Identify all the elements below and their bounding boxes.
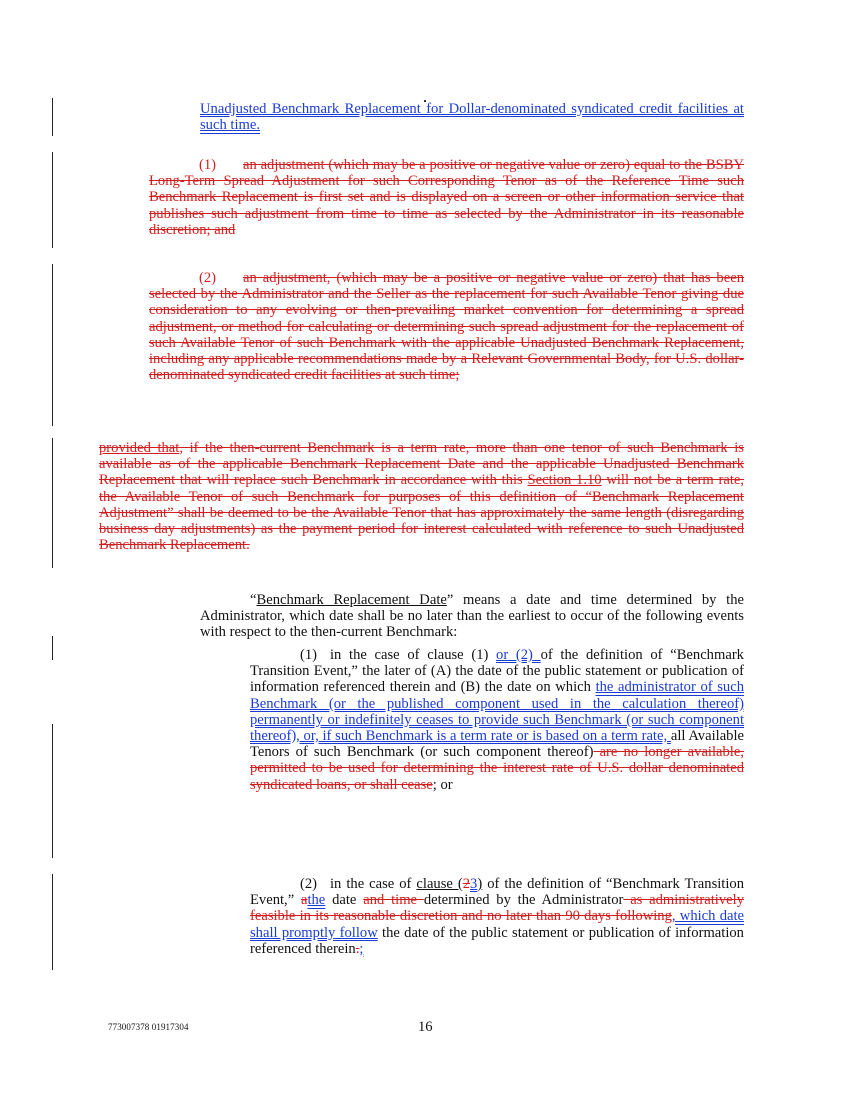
- change-bar: [52, 438, 53, 568]
- change-bar: [52, 874, 53, 970]
- paragraph-deleted-proviso: [99, 440, 744, 553]
- clause-number: (2): [300, 876, 318, 892]
- definition-benchmark-replacement-date: “Benchmark Replacement Date” means a date and time determined by the Administrator, which date shall be no later than the earliest to occur of the following events with respect to the then-current Benchmark:: [200, 592, 744, 641]
- inserted-text: the administrator of such Benchmark (or the published component used in the calculation thereof) permanently or indefinitely ceases to provide such Benchmark (or such component thereof), or, if such Benchmark is a term rate or is based on a term rate,: [250, 679, 744, 745]
- clause-2: (2) in the case of clause (23) of the definition of “Benchmark Transition Event,” athe date and time determined by the Administrator as administratively feasible in its reasonable discretion and no later than 90 days following, which date shall promptly follow the date of the public statement or publication of information referenced therein.;: [250, 876, 745, 957]
- paragraph-deleted-clause-2: [149, 270, 744, 383]
- inserted-text: or (2): [496, 647, 541, 663]
- change-bar: [52, 724, 53, 858]
- change-bar: [52, 152, 53, 248]
- defined-term: Benchmark Replacement Date: [256, 592, 447, 608]
- paragraph-deleted-clause-1: [149, 157, 744, 238]
- deleted-text: are no longer available, permitted to be used for determining the interest rate of U.S. dollar denominated syndicated loans, or shall cease: [250, 744, 744, 793]
- change-bar: [52, 98, 53, 136]
- deleted-text: provided that, if the then-current Benchmark is a term rate, more than one tenor of such Benchmark is available as of the applicable Benchmark Replacement Date and the applicable Unadjusted Benchmark Replacement that will replace such Benchmark in accordance with this Section 1.10 will not be a term rate, the Available Tenor of such Benchmark for purposes of this definition of “Benchmark Replacement Adjustment” shall be deemed to be the Available Tenor that has approximately the same length (disregarding business day adjustments) as the payment period for interest calculated with reference to such Unadjusted Benchmark Replacement.: [99, 440, 744, 554]
- paragraph-intro: [200, 101, 744, 133]
- clause-number: (2): [199, 270, 217, 286]
- deleted-text: (1) an adjustment (which may be a positive or negative value or zero) equal to the BSBY Long-Term Spread Adjustment for such Corresponding Tenor as of the Reference Time such Benchmark Replacement is first set and is displayed on a screen or other information service that publishes such adjustment from time to time as selected by the Administrator in its reasonable discretion; and: [149, 157, 744, 238]
- inserted-text: Unadjusted Benchmark Replacement for Dollar-denominated syndicated credit facilities at such time.: [200, 101, 744, 134]
- clause-number: (1): [300, 647, 318, 663]
- deleted-text: (2) an adjustment, (which may be a positive or negative value or zero) that has been selected by the Administrator and the Seller as the replacement for such Available Tenor giving due consideration to any evolving or then-prevailing market convention for determining a spread adjustment, or method for calculating or determining such spread adjustment for the replacement of such Available Tenor of such Benchmark with the applicable Unadjusted Benchmark Replacement, including any applicable recommendations made by a Relevant Governmental Body, for U.S. dollar-denominated syndicated credit facilities at such time;: [149, 270, 744, 384]
- document-id: 773007378 01917304: [108, 1022, 189, 1032]
- clause-1: (1) in the case of clause (1) or (2) of the definition of “Benchmark Transition Event,” the later of (A) the date of the public statement or publication of information referenced therein and (B) the date on which the administrator of such Benchmark (or the published component used in the calculation thereof) permanently or indefinitely ceases to provide such Benchmark (or such component thereof), or, if such Benchmark is a term rate or is based on a term rate, all Available Tenors of such Benchmark (or such component thereof) are no longer available, permitted to be used for determining the interest rate of U.S. dollar denominated syndicated loans, or shall cease; or: [250, 647, 744, 793]
- clause-number: (1): [199, 157, 217, 173]
- change-bar: [52, 636, 53, 660]
- page-number: 16: [418, 1019, 433, 1035]
- change-bar: [52, 264, 53, 426]
